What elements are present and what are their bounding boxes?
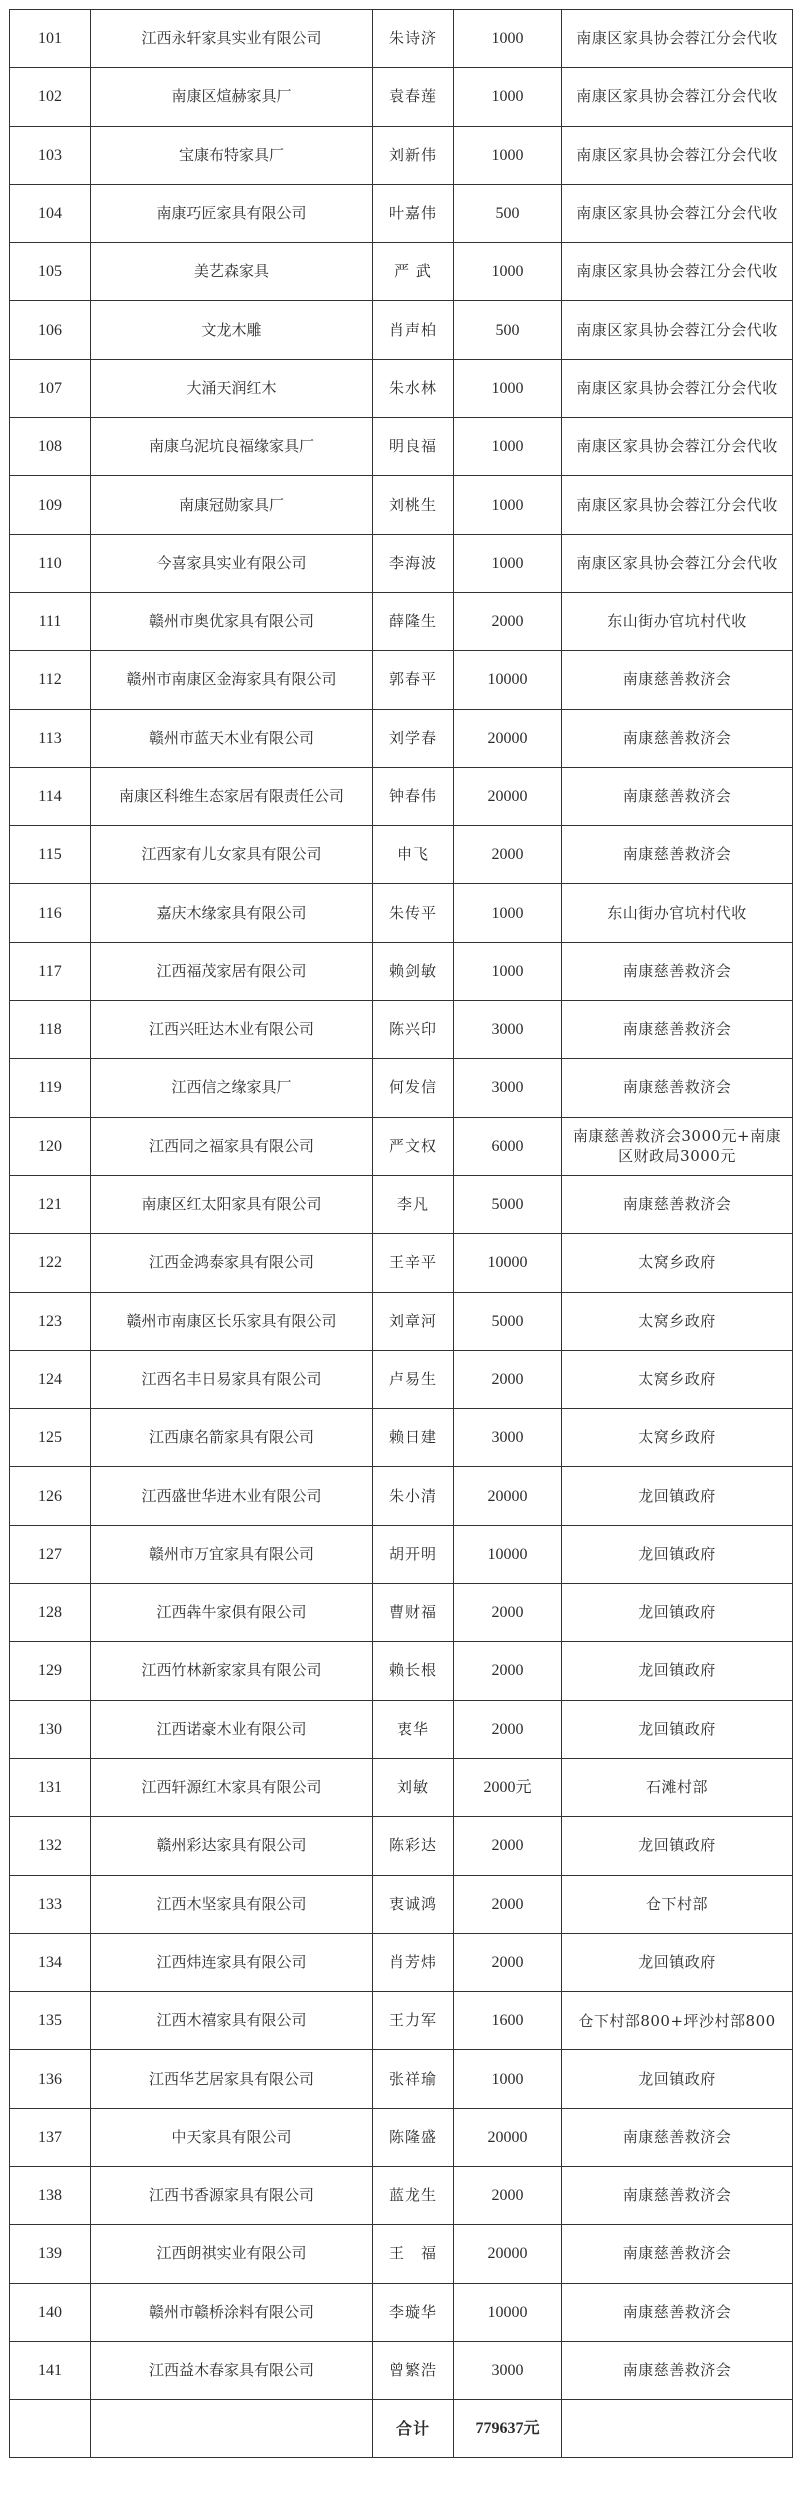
amount-cell: 2000 (454, 1875, 562, 1933)
collector-cell: 南康区家具协会蓉江分会代收 (562, 534, 793, 592)
collector-cell: 太窝乡政府 (562, 1292, 793, 1350)
amount-cell: 2000 (454, 1584, 562, 1642)
company-cell: 宝康布特家具厂 (91, 126, 373, 184)
company-cell: 江西犇牛家俱有限公司 (91, 1584, 373, 1642)
amount-cell: 3000 (454, 1001, 562, 1059)
total-empty-cell-no (10, 2400, 91, 2458)
row-number-cell: 123 (10, 1292, 91, 1350)
company-cell: 南康冠勋家具厂 (91, 476, 373, 534)
company-cell: 南康区煊赫家具厂 (91, 68, 373, 126)
row-number-cell: 126 (10, 1467, 91, 1525)
table-row (10, 1817, 793, 1875)
contact-cell: 严 武 (373, 243, 454, 301)
table-row (10, 301, 793, 359)
company-cell: 江西木坚家具有限公司 (91, 1875, 373, 1933)
contact-cell: 刘敏 (373, 1758, 454, 1816)
table-row (10, 243, 793, 301)
contact-cell: 李凡 (373, 1175, 454, 1233)
donation-table-container (9, 9, 791, 2458)
table-row (10, 68, 793, 126)
amount-cell: 6000 (454, 1117, 562, 1175)
row-number-cell: 109 (10, 476, 91, 534)
company-cell: 赣州市万宜家具有限公司 (91, 1525, 373, 1583)
amount-cell: 2000 (454, 1933, 562, 1991)
company-cell: 美艺森家具 (91, 243, 373, 301)
amount-cell: 5000 (454, 1292, 562, 1350)
contact-cell: 明良福 (373, 418, 454, 476)
amount-cell: 2000元 (454, 1758, 562, 1816)
table-row (10, 592, 793, 650)
collector-cell: 太窝乡政府 (562, 1350, 793, 1408)
contact-cell: 叶嘉伟 (373, 184, 454, 242)
contact-cell: 王辛平 (373, 1234, 454, 1292)
table-row (10, 942, 793, 1000)
table-row (10, 1292, 793, 1350)
table-row (10, 2341, 793, 2399)
amount-cell: 1000 (454, 126, 562, 184)
amount-cell: 20000 (454, 1467, 562, 1525)
row-number-cell: 138 (10, 2166, 91, 2224)
contact-cell: 肖声柏 (373, 301, 454, 359)
table-row (10, 826, 793, 884)
company-cell: 南康区红太阳家具有限公司 (91, 1175, 373, 1233)
contact-cell: 衷诚鸿 (373, 1875, 454, 1933)
contact-cell: 陈隆盛 (373, 2108, 454, 2166)
collector-cell: 南康慈善救济会3000元+南康区财政局3000元 (562, 1117, 793, 1175)
amount-cell: 20000 (454, 2108, 562, 2166)
amount-cell: 1000 (454, 359, 562, 417)
company-cell: 江西诺豪木业有限公司 (91, 1700, 373, 1758)
table-row (10, 1992, 793, 2050)
contact-cell: 刘章河 (373, 1292, 454, 1350)
total-label-cell: 合计 (373, 2400, 454, 2458)
contact-cell: 刘新伟 (373, 126, 454, 184)
amount-cell: 2000 (454, 2166, 562, 2224)
contact-cell: 袁春莲 (373, 68, 454, 126)
amount-cell: 20000 (454, 2225, 562, 2283)
contact-cell: 薛隆生 (373, 592, 454, 650)
contact-cell: 衷华 (373, 1700, 454, 1758)
company-cell: 赣州市蓝天木业有限公司 (91, 709, 373, 767)
contact-cell: 赖剑敏 (373, 942, 454, 1000)
collector-cell: 南康区家具协会蓉江分会代收 (562, 476, 793, 534)
amount-cell: 20000 (454, 709, 562, 767)
amount-cell: 1000 (454, 884, 562, 942)
table-row (10, 1642, 793, 1700)
company-cell: 赣州市赣桥涂料有限公司 (91, 2283, 373, 2341)
table-row (10, 1117, 793, 1175)
table-body (10, 10, 793, 2458)
amount-cell: 500 (454, 301, 562, 359)
amount-cell: 20000 (454, 767, 562, 825)
amount-cell: 1000 (454, 942, 562, 1000)
amount-cell: 2000 (454, 1700, 562, 1758)
amount-cell: 1000 (454, 68, 562, 126)
row-number-cell: 135 (10, 1992, 91, 2050)
company-cell: 嘉庆木缘家具有限公司 (91, 884, 373, 942)
company-cell: 江西永轩家具实业有限公司 (91, 10, 373, 68)
amount-cell: 2000 (454, 1350, 562, 1408)
company-cell: 南康区科维生态家居有限责任公司 (91, 767, 373, 825)
amount-cell: 3000 (454, 1409, 562, 1467)
collector-cell: 南康慈善救济会 (562, 2283, 793, 2341)
table-row (10, 359, 793, 417)
contact-cell: 曾繁浩 (373, 2341, 454, 2399)
collector-cell: 南康慈善救济会 (562, 942, 793, 1000)
row-number-cell: 117 (10, 942, 91, 1000)
table-row (10, 1350, 793, 1408)
table-row (10, 126, 793, 184)
row-number-cell: 134 (10, 1933, 91, 1991)
amount-cell: 1000 (454, 418, 562, 476)
company-cell: 江西兴旺达木业有限公司 (91, 1001, 373, 1059)
table-row (10, 2050, 793, 2108)
contact-cell: 刘桃生 (373, 476, 454, 534)
company-cell: 大涌天润红木 (91, 359, 373, 417)
collector-cell: 仓下村部 (562, 1875, 793, 1933)
collector-cell: 南康区家具协会蓉江分会代收 (562, 184, 793, 242)
contact-cell: 朱诗济 (373, 10, 454, 68)
collector-cell: 南康慈善救济会 (562, 1001, 793, 1059)
row-number-cell: 136 (10, 2050, 91, 2108)
collector-cell: 南康慈善救济会 (562, 2166, 793, 2224)
company-cell: 中天家具有限公司 (91, 2108, 373, 2166)
collector-cell: 南康区家具协会蓉江分会代收 (562, 243, 793, 301)
table-row (10, 651, 793, 709)
row-number-cell: 112 (10, 651, 91, 709)
donation-table (9, 9, 793, 2458)
row-number-cell: 118 (10, 1001, 91, 1059)
contact-cell: 朱水林 (373, 359, 454, 417)
collector-cell: 龙回镇政府 (562, 1817, 793, 1875)
collector-cell: 南康慈善救济会 (562, 826, 793, 884)
row-number-cell: 127 (10, 1525, 91, 1583)
collector-cell: 龙回镇政府 (562, 1584, 793, 1642)
table-row (10, 884, 793, 942)
amount-cell: 10000 (454, 2283, 562, 2341)
row-number-cell: 124 (10, 1350, 91, 1408)
collector-cell: 龙回镇政府 (562, 2050, 793, 2108)
contact-cell: 郭春平 (373, 651, 454, 709)
company-cell: 南康巧匠家具有限公司 (91, 184, 373, 242)
row-number-cell: 128 (10, 1584, 91, 1642)
row-number-cell: 116 (10, 884, 91, 942)
table-row (10, 534, 793, 592)
company-cell: 江西金鸿泰家具有限公司 (91, 1234, 373, 1292)
collector-cell: 东山街办官坑村代收 (562, 592, 793, 650)
table-row (10, 1409, 793, 1467)
contact-cell: 肖芳炜 (373, 1933, 454, 1991)
table-row (10, 1700, 793, 1758)
collector-cell: 南康慈善救济会 (562, 767, 793, 825)
row-number-cell: 114 (10, 767, 91, 825)
contact-cell: 陈彩达 (373, 1817, 454, 1875)
company-cell: 江西福茂家居有限公司 (91, 942, 373, 1000)
table-row (10, 2108, 793, 2166)
collector-cell: 南康区家具协会蓉江分会代收 (562, 68, 793, 126)
table-row (10, 418, 793, 476)
collector-cell: 南康区家具协会蓉江分会代收 (562, 359, 793, 417)
company-cell: 江西轩源红木家具有限公司 (91, 1758, 373, 1816)
collector-cell: 南康区家具协会蓉江分会代收 (562, 10, 793, 68)
amount-cell: 10000 (454, 1525, 562, 1583)
collector-cell: 仓下村部800+坪沙村部800 (562, 1992, 793, 2050)
company-cell: 赣州市南康区长乐家具有限公司 (91, 1292, 373, 1350)
amount-cell: 1000 (454, 534, 562, 592)
table-row (10, 10, 793, 68)
row-number-cell: 107 (10, 359, 91, 417)
amount-cell: 2000 (454, 1642, 562, 1700)
company-cell: 今喜家具实业有限公司 (91, 534, 373, 592)
company-cell: 江西家有儿女家具有限公司 (91, 826, 373, 884)
contact-cell: 张祥瑜 (373, 2050, 454, 2108)
collector-cell: 石滩村部 (562, 1758, 793, 1816)
row-number-cell: 121 (10, 1175, 91, 1233)
row-number-cell: 115 (10, 826, 91, 884)
table-row (10, 767, 793, 825)
contact-cell: 蓝龙生 (373, 2166, 454, 2224)
company-cell: 江西华艺居家具有限公司 (91, 2050, 373, 2108)
table-row (10, 184, 793, 242)
contact-cell: 李海波 (373, 534, 454, 592)
collector-cell: 南康慈善救济会 (562, 2341, 793, 2399)
row-number-cell: 133 (10, 1875, 91, 1933)
contact-cell: 申飞 (373, 826, 454, 884)
row-number-cell: 111 (10, 592, 91, 650)
total-amount-cell: 779637元 (454, 2400, 562, 2458)
collector-cell: 龙回镇政府 (562, 1525, 793, 1583)
table-row (10, 2283, 793, 2341)
contact-cell: 王 福 (373, 2225, 454, 2283)
company-cell: 江西木禧家具有限公司 (91, 1992, 373, 2050)
table-row (10, 1175, 793, 1233)
amount-cell: 10000 (454, 651, 562, 709)
collector-cell: 南康区家具协会蓉江分会代收 (562, 301, 793, 359)
row-number-cell: 141 (10, 2341, 91, 2399)
company-cell: 江西竹林新家家具有限公司 (91, 1642, 373, 1700)
amount-cell: 1000 (454, 10, 562, 68)
contact-cell: 胡开明 (373, 1525, 454, 1583)
table-row (10, 1875, 793, 1933)
contact-cell: 刘学春 (373, 709, 454, 767)
row-number-cell: 106 (10, 301, 91, 359)
amount-cell: 1000 (454, 243, 562, 301)
contact-cell: 曹财福 (373, 1584, 454, 1642)
company-cell: 江西书香源家具有限公司 (91, 2166, 373, 2224)
row-number-cell: 110 (10, 534, 91, 592)
table-row (10, 2166, 793, 2224)
company-cell: 文龙木雕 (91, 301, 373, 359)
collector-cell: 南康慈善救济会 (562, 1175, 793, 1233)
amount-cell: 2000 (454, 592, 562, 650)
row-number-cell: 104 (10, 184, 91, 242)
row-number-cell: 102 (10, 68, 91, 126)
collector-cell: 南康慈善救济会 (562, 651, 793, 709)
amount-cell: 2000 (454, 1817, 562, 1875)
row-number-cell: 113 (10, 709, 91, 767)
row-number-cell: 103 (10, 126, 91, 184)
collector-cell: 南康区家具协会蓉江分会代收 (562, 126, 793, 184)
contact-cell: 赖日建 (373, 1409, 454, 1467)
collector-cell: 南康慈善救济会 (562, 1059, 793, 1117)
amount-cell: 1000 (454, 2050, 562, 2108)
contact-cell: 钟春伟 (373, 767, 454, 825)
company-cell: 赣州彩达家具有限公司 (91, 1817, 373, 1875)
table-row (10, 476, 793, 534)
collector-cell: 太窝乡政府 (562, 1234, 793, 1292)
company-cell: 江西信之缘家具厂 (91, 1059, 373, 1117)
amount-cell: 1000 (454, 476, 562, 534)
company-cell: 赣州市南康区金海家具有限公司 (91, 651, 373, 709)
table-row (10, 1467, 793, 1525)
table-row (10, 1758, 793, 1816)
amount-cell: 5000 (454, 1175, 562, 1233)
amount-cell: 3000 (454, 2341, 562, 2399)
collector-cell: 龙回镇政府 (562, 1933, 793, 1991)
total-empty-cell-collector (562, 2400, 793, 2458)
contact-cell: 严文权 (373, 1117, 454, 1175)
contact-cell: 李璇华 (373, 2283, 454, 2341)
contact-cell: 朱传平 (373, 884, 454, 942)
amount-cell: 3000 (454, 1059, 562, 1117)
row-number-cell: 105 (10, 243, 91, 301)
contact-cell: 陈兴印 (373, 1001, 454, 1059)
contact-cell: 王力军 (373, 1992, 454, 2050)
table-row (10, 1234, 793, 1292)
table-row (10, 1059, 793, 1117)
collector-cell: 龙回镇政府 (562, 1700, 793, 1758)
total-empty-cell-company (91, 2400, 373, 2458)
collector-cell: 南康慈善救济会 (562, 2225, 793, 2283)
amount-cell: 1600 (454, 1992, 562, 2050)
company-cell: 江西名丰日易家具有限公司 (91, 1350, 373, 1408)
company-cell: 江西朗祺实业有限公司 (91, 2225, 373, 2283)
table-row (10, 1525, 793, 1583)
company-cell: 江西盛世华进木业有限公司 (91, 1467, 373, 1525)
company-cell: 江西康名箭家具有限公司 (91, 1409, 373, 1467)
row-number-cell: 129 (10, 1642, 91, 1700)
contact-cell: 卢易生 (373, 1350, 454, 1408)
row-number-cell: 137 (10, 2108, 91, 2166)
table-row (10, 1933, 793, 1991)
collector-cell: 东山街办官坑村代收 (562, 884, 793, 942)
collector-cell: 南康慈善救济会 (562, 709, 793, 767)
collector-cell: 龙回镇政府 (562, 1642, 793, 1700)
row-number-cell: 108 (10, 418, 91, 476)
row-number-cell: 120 (10, 1117, 91, 1175)
row-number-cell: 132 (10, 1817, 91, 1875)
collector-cell: 龙回镇政府 (562, 1467, 793, 1525)
total-row (10, 2400, 793, 2458)
company-cell: 赣州市奥优家具有限公司 (91, 592, 373, 650)
row-number-cell: 131 (10, 1758, 91, 1816)
contact-cell: 何发信 (373, 1059, 454, 1117)
row-number-cell: 130 (10, 1700, 91, 1758)
company-cell: 江西同之福家具有限公司 (91, 1117, 373, 1175)
table-row (10, 709, 793, 767)
table-row (10, 1584, 793, 1642)
row-number-cell: 119 (10, 1059, 91, 1117)
amount-cell: 500 (454, 184, 562, 242)
table-row (10, 2225, 793, 2283)
row-number-cell: 125 (10, 1409, 91, 1467)
row-number-cell: 101 (10, 10, 91, 68)
contact-cell: 朱小清 (373, 1467, 454, 1525)
company-cell: 南康乌泥坑良福缘家具厂 (91, 418, 373, 476)
company-cell: 江西炜连家具有限公司 (91, 1933, 373, 1991)
collector-cell: 南康慈善救济会 (562, 2108, 793, 2166)
amount-cell: 2000 (454, 826, 562, 884)
row-number-cell: 122 (10, 1234, 91, 1292)
row-number-cell: 140 (10, 2283, 91, 2341)
collector-cell: 太窝乡政府 (562, 1409, 793, 1467)
amount-cell: 10000 (454, 1234, 562, 1292)
collector-cell: 南康区家具协会蓉江分会代收 (562, 418, 793, 476)
table-row (10, 1001, 793, 1059)
company-cell: 江西益木春家具有限公司 (91, 2341, 373, 2399)
contact-cell: 赖长根 (373, 1642, 454, 1700)
row-number-cell: 139 (10, 2225, 91, 2283)
